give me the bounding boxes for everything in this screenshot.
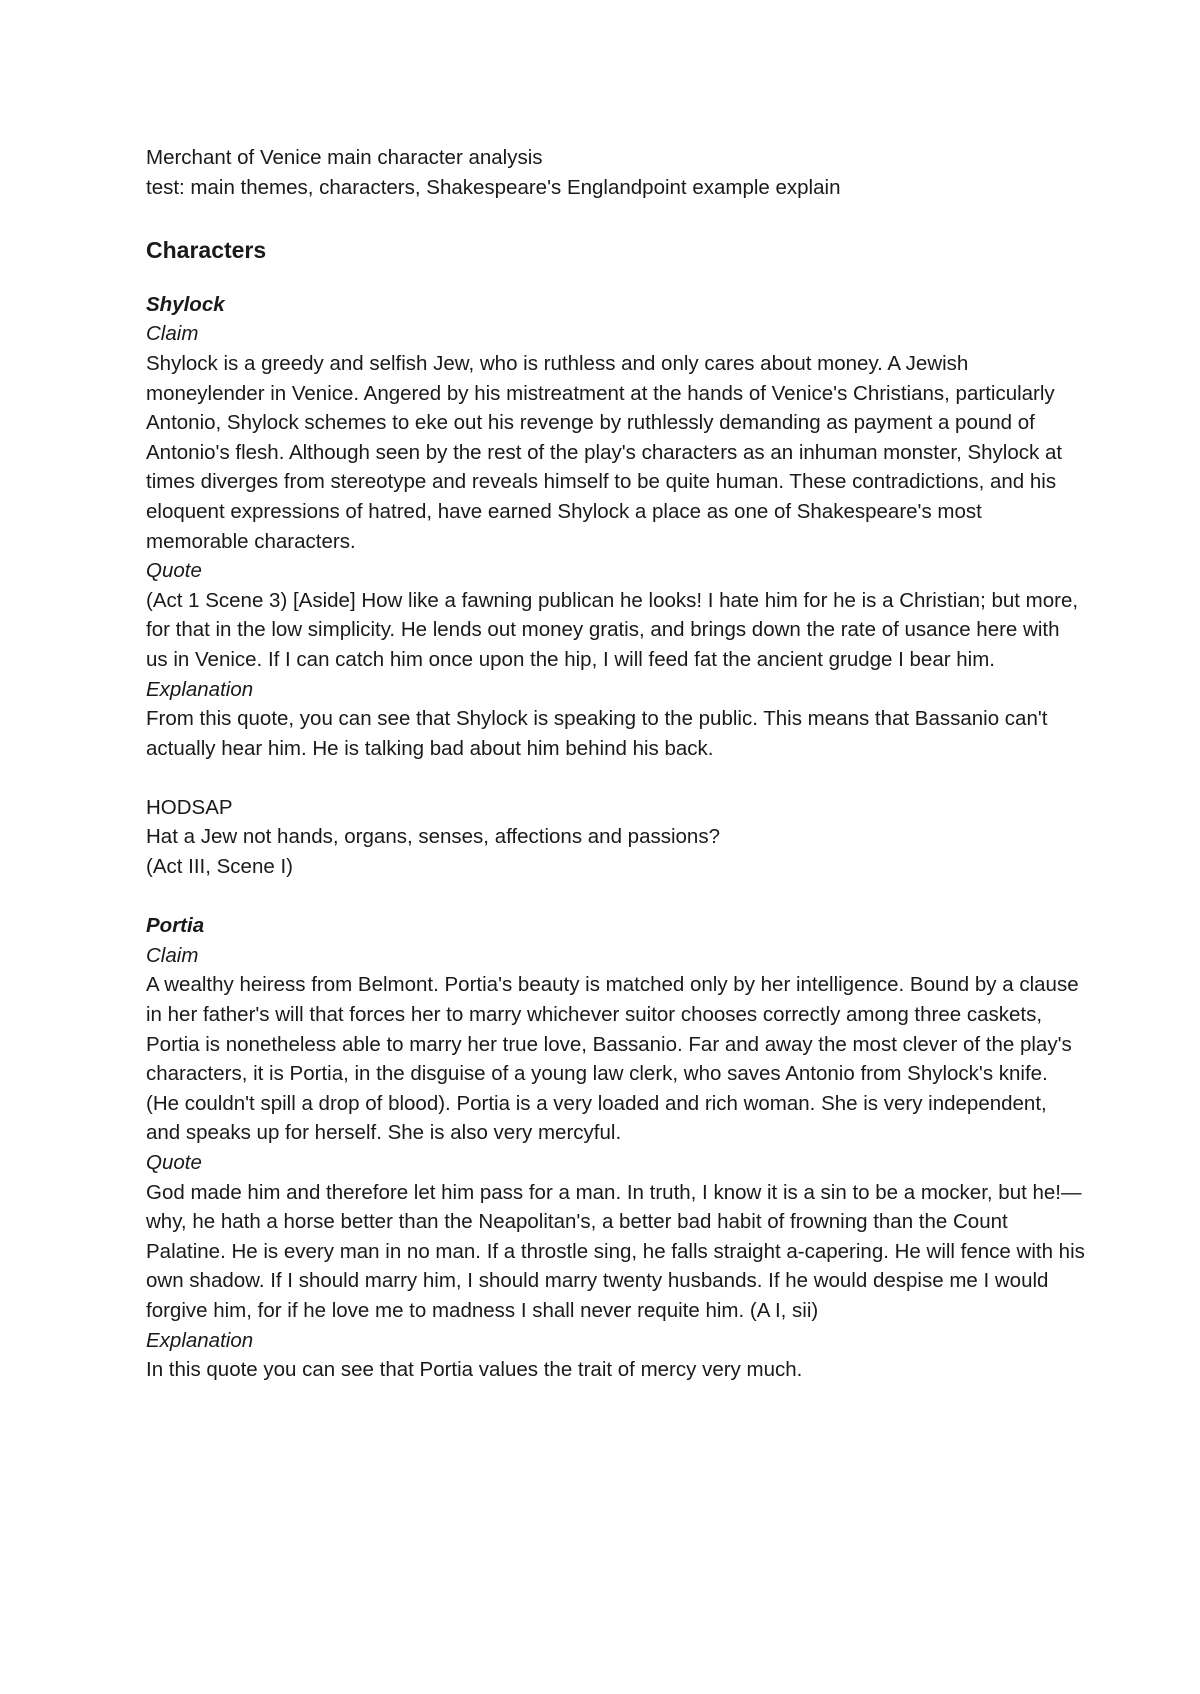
shylock-quote-label: Quote (146, 559, 202, 583)
doc-title: Merchant of Venice main character analysis (146, 146, 543, 169)
shylock-explanation-text: From this quote, you can see that Shylock is speaking to the public. This means that Bassanio can't actually hear him. He is talking bad about him behind his back. (146, 707, 1048, 760)
portia-claim-text: A wealthy heiress from Belmont. Portia's beauty is matched only by her intelligence. Bound by a clause in her father's will that forces her to marry whichever suitor chooses correctly among three caskets, Portia is nonetheless able to marry her true love, Bassanio. Far and away the most clever of the play's characters, it is Portia, in the disguise of a young law clerk, who saves Antonio from Shylock's knife. (He couldn't spill a drop of blood). Portia is a very loaded and rich woman. She is very independent, and speaks up for herself. She is also very mercyful. (146, 973, 1079, 1145)
hodsap-label: HODSAP (146, 795, 233, 819)
character-name-shylock: Shylock (146, 292, 225, 316)
doc-subtitle: test: main themes, characters, Shakespeare's Englandpoint example explain (146, 175, 841, 199)
section-heading-characters: Characters (146, 236, 267, 263)
hodsap-reference: (Act III, Scene I) (146, 855, 293, 879)
spacer (146, 268, 1086, 290)
spacer (146, 202, 1086, 232)
spacer (146, 882, 1086, 912)
portia-explanation-text: In this quote you can see that Portia values the trait of mercy very much. (146, 1358, 803, 1382)
portia-explanation-label: Explanation (146, 1328, 254, 1352)
document-page (146, 143, 1086, 1385)
portia-quote-label: Quote (146, 1151, 202, 1174)
shylock-quote-text: (Act 1 Scene 3) [Aside] How like a fawning publican he looks! I hate him for he is a Christian; but more, for that in the low simplicity. He lends out money gratis, and brings down the rate of usance here with us in Venice. If I can catch him once upon the hip, I will feed fat the ancient grudge I bear him. (146, 588, 1079, 671)
spacer (146, 763, 1086, 793)
portia-claim-label: Claim (146, 943, 199, 967)
portia-quote-text: God made him and therefore let him pass for a man. In truth, I know it is a sin to be a mocker, but he!—why, he hath a horse better than the Neapolitan's, a better bad habit of frowning than the Count Palatine. He is every man in no man. If a throstle sing, he falls straight a-capering. He will fence with his own shadow. If I should marry him, I should marry twenty husbands. If he would despise me I would forgive him, for if he love me to madness I shall never requite him. (A I, sii) (146, 1180, 1085, 1322)
shylock-claim-text: Shylock is a greedy and selfish Jew, who is ruthless and only cares about money. A Jewish moneylender in Venice. Angered by his mistreatment at the hands of Venice's Christians, particularly Antonio, Shylock schemes to eke out his revenge by ruthlessly demanding as payment a pound of Antonio's flesh. Although seen by the rest of the play's characters as an inhuman monster, Shylock at times diverges from stereotype and reveals himself to be quite human. These contradictions, and his eloquent expressions of hatred, have earned Shylock a place as one of Shakespeare's most memorable characters. (146, 351, 1063, 553)
character-name-portia: Portia (146, 914, 205, 938)
shylock-claim-label: Claim (146, 322, 199, 346)
hodsap-quote: Hat a Jew not hands, organs, senses, affections and passions? (146, 825, 720, 849)
shylock-explanation-label: Explanation (146, 677, 254, 701)
